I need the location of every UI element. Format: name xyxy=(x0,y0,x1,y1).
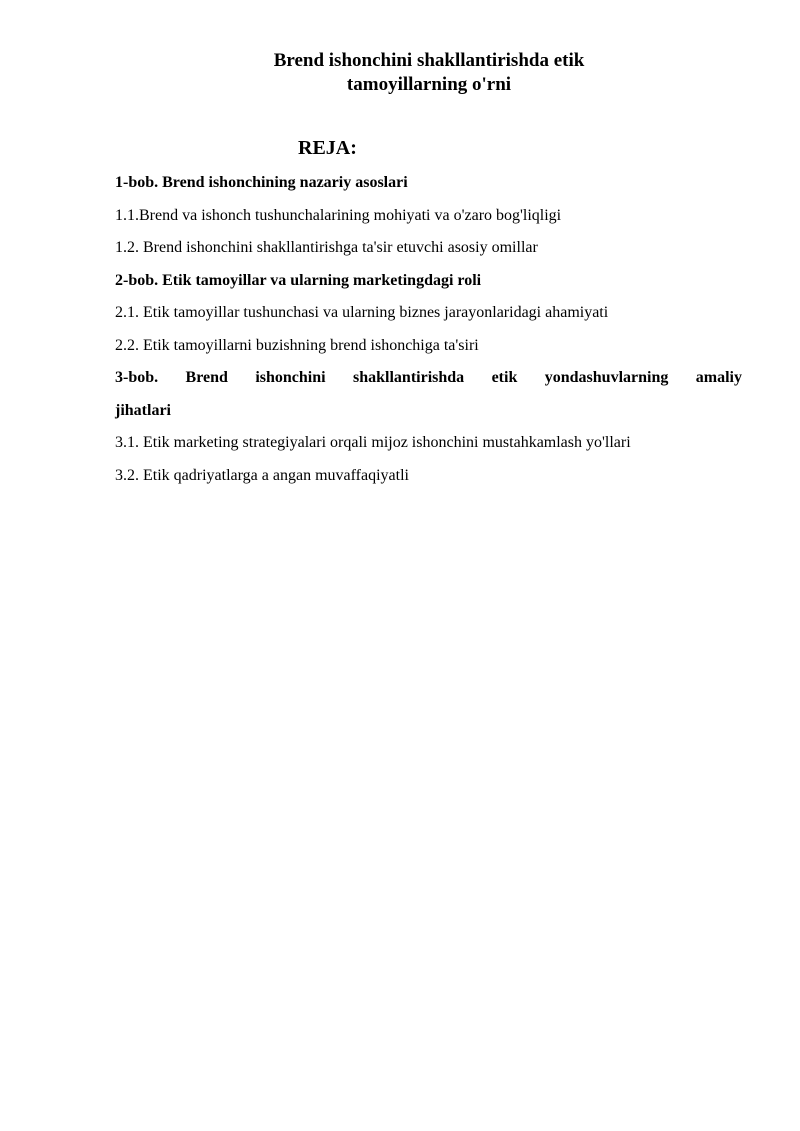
title-line-1: Brend ishonchini shakllantirishda etik xyxy=(273,50,585,71)
chapter-3-heading: 3-bob. Brend ishonchini shakllantirishda etik yondashuvlarning amaliy xyxy=(115,369,742,386)
plan-heading: REJA: xyxy=(298,137,357,159)
section-3-2: 3.2. Etik qadriyatlarga a angan muvaffaqiyatli xyxy=(115,466,409,484)
plan-list xyxy=(115,167,742,492)
section-2-2: 2.2. Etik tamoyillarni buzishning brend ishonchiga ta'siri xyxy=(115,336,479,354)
chapter-2-heading: 2-bob. Etik tamoyillar va ularning marketingdagi roli xyxy=(115,271,482,289)
section-2-1: 2.1. Etik tamoyillar tushunchasi va ularning biznes jarayonlaridagi ahamiyati xyxy=(115,304,609,321)
section-3-1: 3.1. Etik marketing strategiyalari orqali mijoz ishonchini mustahkamlash yo'llari xyxy=(115,434,631,451)
chapter-3-heading-continued: jihatlari xyxy=(115,401,171,419)
chapter-1-heading: 1-bob. Brend ishonchining nazariy asoslari xyxy=(115,174,408,191)
section-1-2: 1.2. Brend ishonchini shakllantirishga ta'sir etuvchi asosiy omillar xyxy=(115,239,538,256)
section-1-1: 1.1.Brend va ishonch tushunchalarining mohiyati va o'zaro bog'liqligi xyxy=(115,206,562,224)
title-line-2: tamoyillarning o'rni xyxy=(346,74,512,95)
document-title xyxy=(229,49,629,97)
